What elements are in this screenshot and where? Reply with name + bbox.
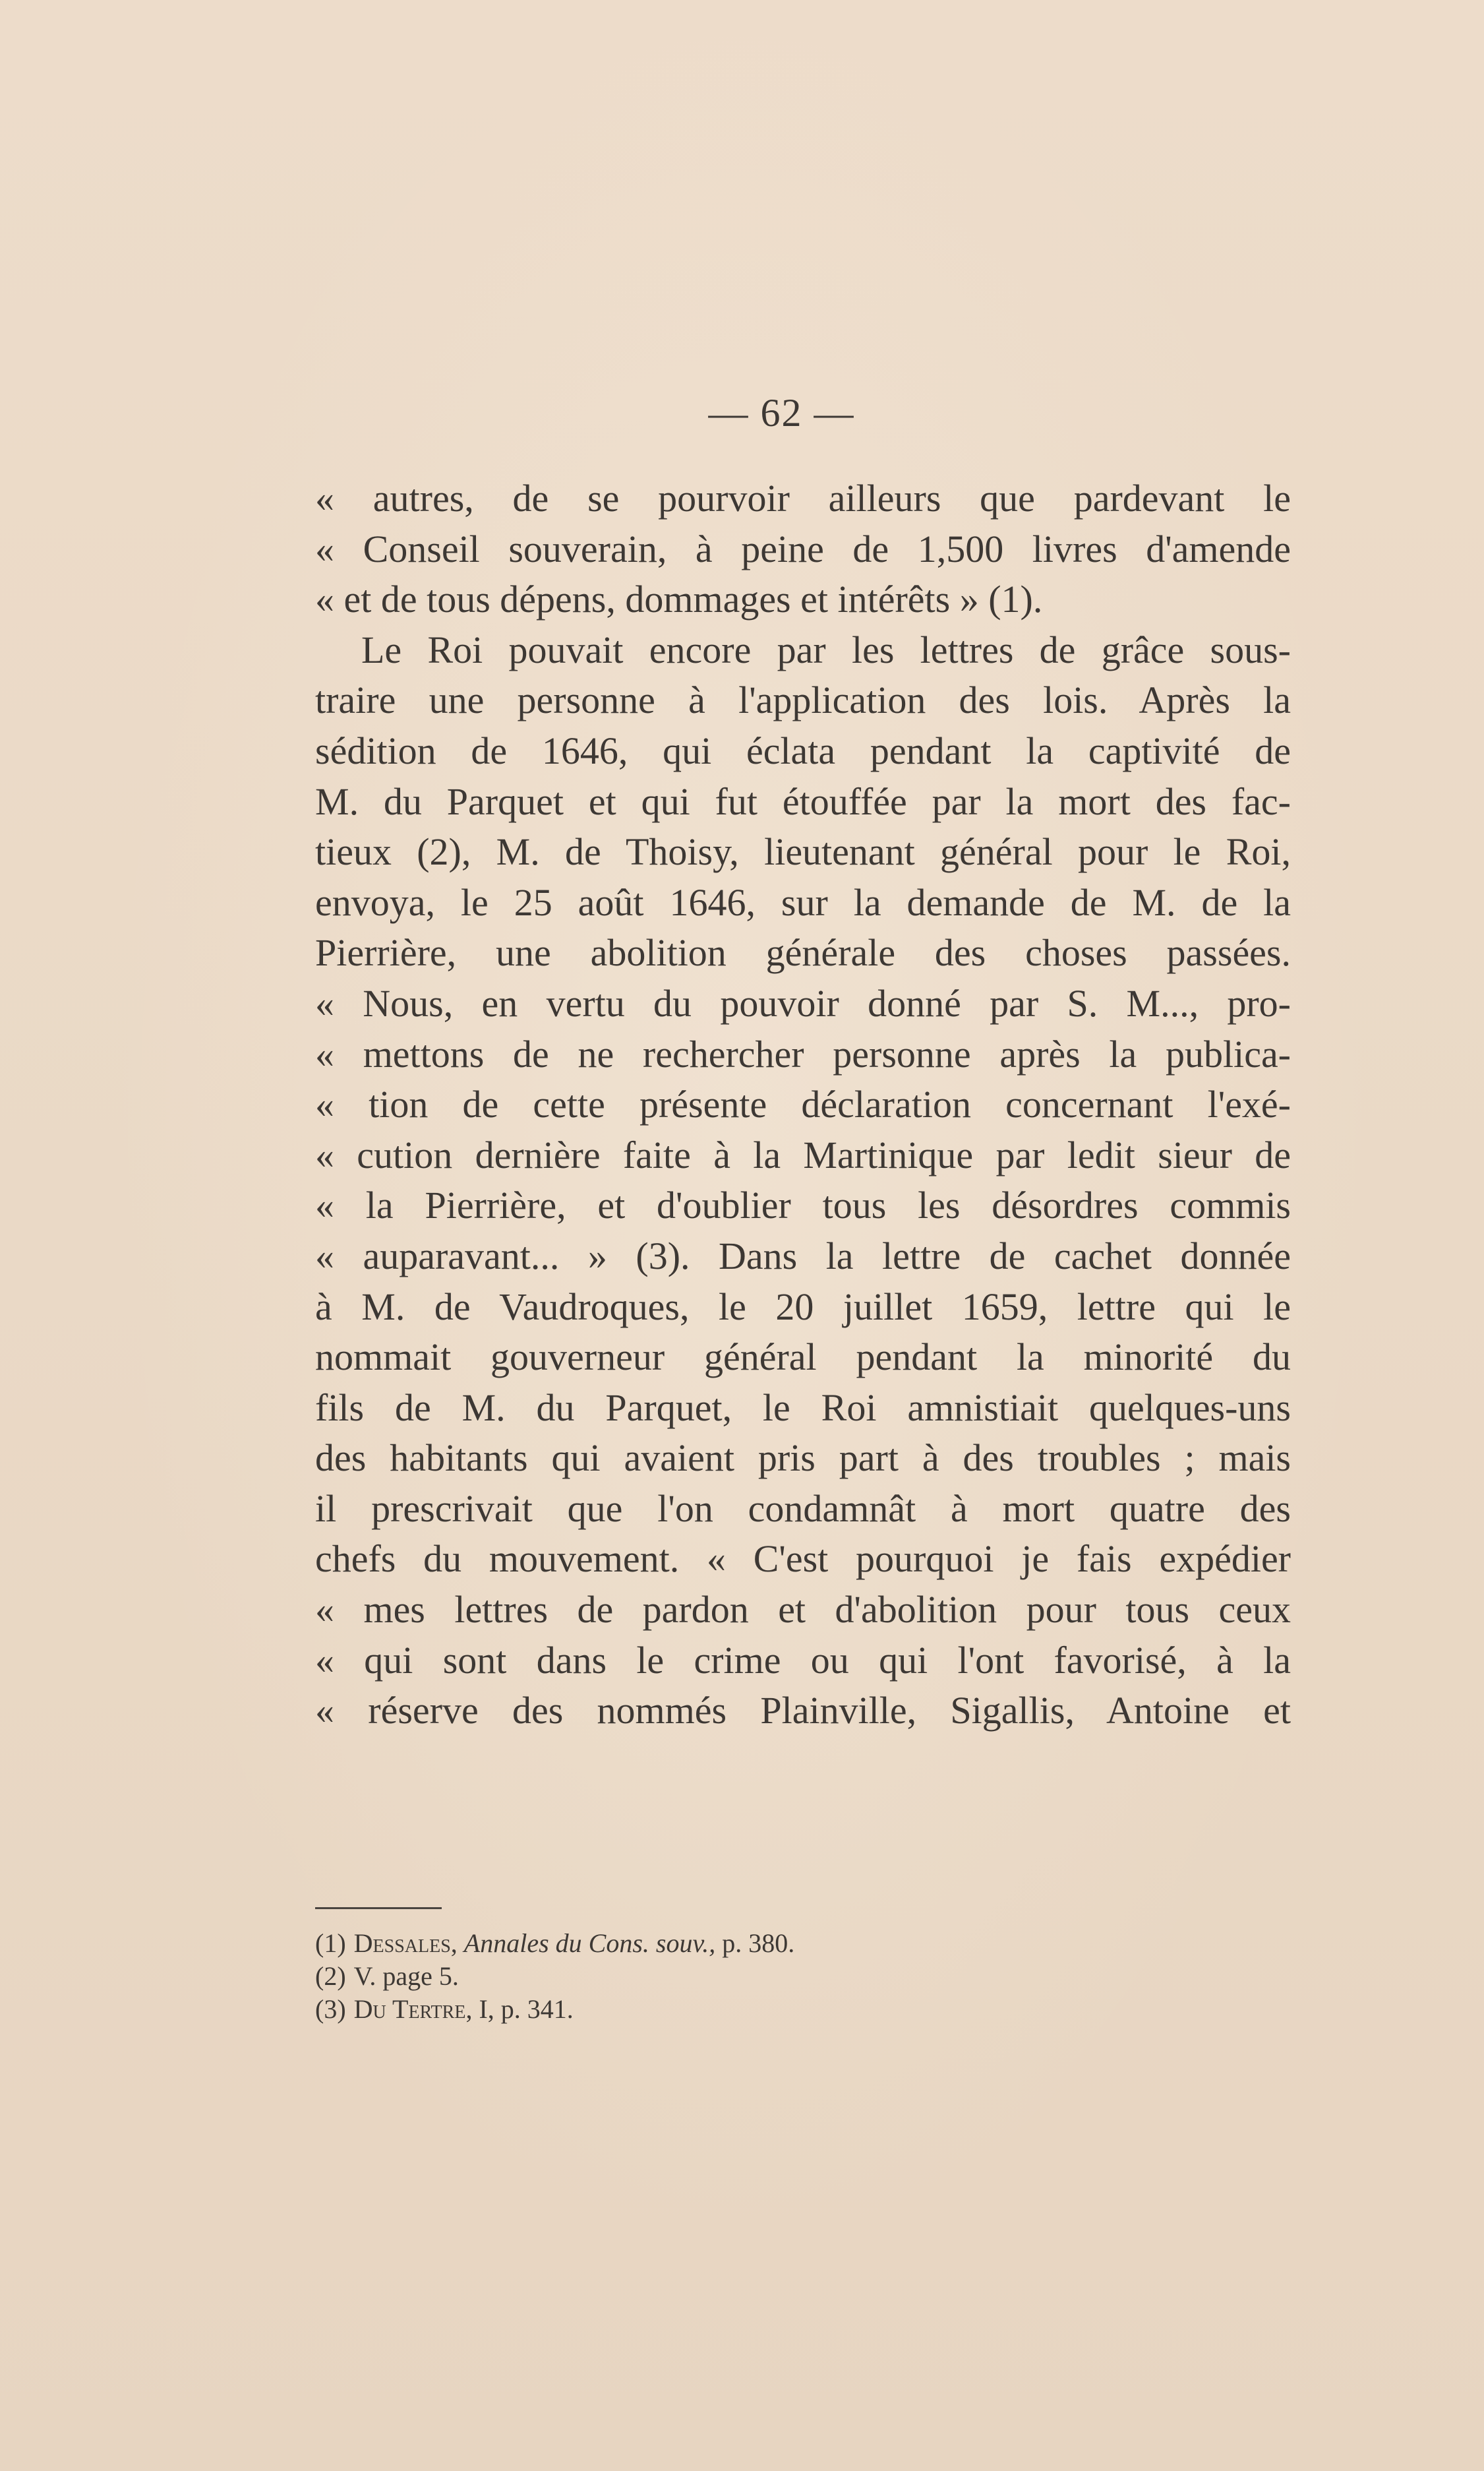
text-line: « Nous, en vertu du pouvoir donné par S. M..., pro- [315, 981, 1291, 1025]
footnote-ref: V. page 5. [353, 1961, 459, 1991]
page-number: — 62 — [708, 391, 855, 435]
text-line: « qui sont dans le crime ou qui l'ont favorisé, à la [315, 1638, 1291, 1682]
footnote-number: (2) [315, 1961, 346, 1991]
text-line: traire une personne à l'application des lois. Après la [315, 679, 1291, 722]
text-line: des habitants qui avaient pris part à des troubles ; mais [315, 1436, 1291, 1480]
footnote-divider [315, 1907, 442, 1909]
footnote-2 [315, 1960, 1040, 1993]
footnote-3 [315, 1993, 1040, 2026]
text-line: sédition de 1646, qui éclata pendant la captivité de [315, 729, 1291, 772]
text-line: tieux (2), M. de Thoisy, lieutenant général pour le Roi, [315, 830, 1291, 874]
text-line: « Conseil souverain, à peine de 1,500 livres d'amende [315, 527, 1291, 570]
footnote-title: Annales du Cons. souv., [463, 1928, 716, 1958]
footnote-number: (3) [315, 1994, 346, 2024]
footnote-ref: I, p. 341. [479, 1994, 574, 2024]
text-line: « tion de cette présente déclaration concernant l'exé- [315, 1083, 1291, 1126]
text-line: « réserve des nommés Plainville, Sigallis, Antoine et [315, 1689, 1291, 1732]
text-line: « la Pierrière, et d'oublier tous les désordres commis [315, 1184, 1291, 1227]
text-line: « mettons de ne rechercher personne après la publica- [315, 1032, 1291, 1076]
text-line: M. du Parquet et qui fut étouffée par la mort des fac- [315, 779, 1291, 823]
footnote-author: Dessales, [353, 1928, 458, 1958]
footnote-1 [315, 1927, 1040, 1960]
text-line: « et de tous dépens, dommages et intérêts » (1). [315, 578, 1043, 621]
text-line: à M. de Vaudroques, le 20 juillet 1659, lettre qui le [315, 1285, 1291, 1328]
footnotes [315, 1927, 1040, 2026]
text-line: « auparavant... » (3). Dans la lettre de cachet donnée [315, 1234, 1291, 1277]
footnote-ref: p. 380. [722, 1928, 795, 1958]
footnote-author: Du Tertre, [353, 1994, 473, 2024]
text-line: « autres, de se pourvoir ailleurs que pardevant le [315, 477, 1291, 520]
text-line: « cution dernière faite à la Martinique par ledit sieur de [315, 1133, 1291, 1176]
body-text [315, 473, 1291, 1736]
text-line: Pierrière, une abolition générale des choses passées. [315, 931, 1291, 975]
footnote-number: (1) [315, 1928, 346, 1958]
text-line: fils de M. du Parquet, le Roi amnistiait quelques-uns [315, 1386, 1291, 1429]
text-line: chefs du mouvement. « C'est pourquoi je fais expédier [315, 1537, 1291, 1581]
text-line: nommait gouverneur général pendant la minorité du [315, 1335, 1291, 1379]
text-line: il prescrivait que l'on condamnât à mort quatre des [315, 1486, 1291, 1530]
text-line: Le Roi pouvait encore par les lettres de grâce sous- [361, 628, 1291, 671]
text-line: envoya, le 25 août 1646, sur la demande de M. de la [315, 880, 1291, 924]
text-line: « mes lettres de pardon et d'abolition pour tous ceux [315, 1588, 1291, 1632]
